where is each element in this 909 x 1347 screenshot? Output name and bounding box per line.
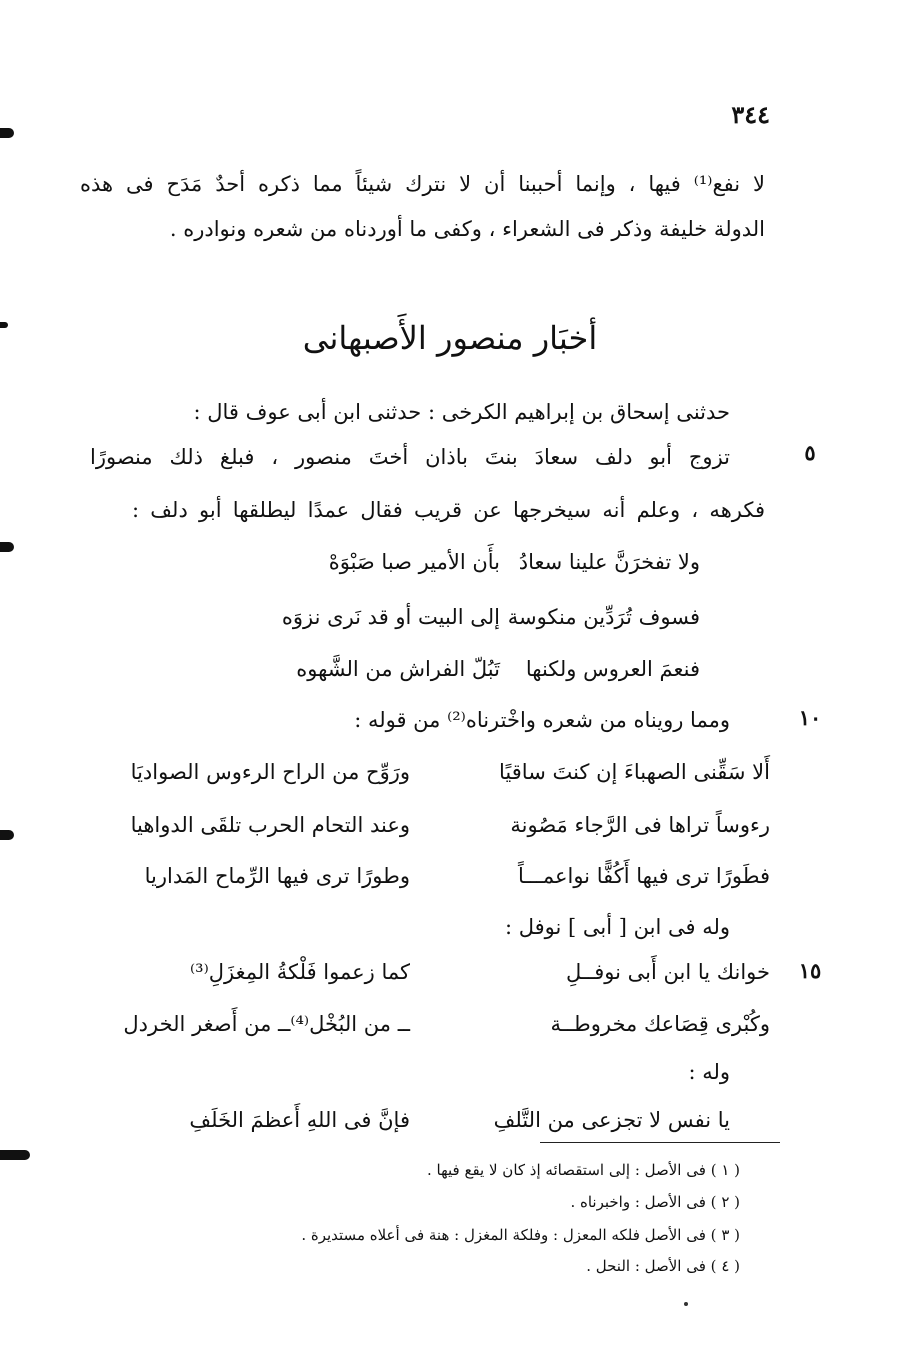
verse-hemistich-second: وطورًا ترى فيها الرِّماح المَداريا (144, 864, 410, 888)
verse-hemistich-second: كما زعموا فَلْكةُ المِغزَلِ⁽³⁾ (189, 960, 410, 984)
footnote-separator (540, 1142, 780, 1143)
verse-hemistich-first: رءوساً تراها فى الرَّجاء مَصُونة (510, 813, 770, 837)
verse-hemistich-second: بأَن الأمير صبا صَبْوَهْ (328, 550, 500, 574)
verse-hemistich-first: فسوف تُرَدِّين منكوسة (507, 605, 700, 629)
scan-speck (684, 1302, 688, 1306)
body-line: وله : (688, 1060, 730, 1084)
intro-line: الدولة خليفة وذكر فى الشعراء ، وكفى ما أوردناه من شعره ونوادره . (169, 217, 765, 241)
body-line: ومما رويناه من شعره واخْترناه⁽²⁾ من قوله : (354, 708, 730, 732)
verse-hemistich-second: فإنَّ فى اللهِ أَعظمَ الخَلَفِ (189, 1108, 410, 1132)
line-number: ٥ (804, 440, 816, 465)
verse-hemistich-first: فنعمَ العروس ولكنها (525, 657, 700, 681)
scan-edge-mark (0, 128, 14, 138)
footnote: ( ٣ ) فى الأصل فلكه المعزل : وفلكة المغزل : هنة فى أعلاه مستديرة . (301, 1226, 740, 1244)
verse-hemistich-second: إلى البيت أو قد نَرى نزوَه (281, 605, 500, 629)
verse-hemistich-second: تَبُلّ الفراش من الشَّهوه (296, 657, 500, 681)
body-line: تزوج أبو دلف سعادَ بنتَ باذان أختَ منصور ، فبلغ ذلك منصورًا (90, 445, 730, 469)
footnote: ( ٤ ) فى الأصل : النحل . (586, 1257, 740, 1275)
body-line: فكرهه ، وعلم أنه سيخرجها عن قريب فقال عمدًا ليطلقها أبو دلف : (132, 498, 765, 522)
line-number: ١٠ (798, 705, 822, 730)
verse-hemistich-first: يا نفس لا تجزعى من التَّلفِ (493, 1108, 730, 1132)
scan-edge-mark (0, 322, 8, 328)
scan-edge-mark (0, 542, 14, 552)
footnote: ( ١ ) فى الأصل : إلى استقصائه إذ كان لا يقع فيها . (426, 1161, 740, 1179)
verse-hemistich-second: وعند التحام الحرب تلقَى الدواهيا (130, 813, 410, 837)
body-line: حدثنى إسحاق بن إبراهيم الكرخى : حدثنى ابن أبى عوف قال : (193, 400, 730, 424)
verse-hemistich-first: خوانك يا ابن أَبى نوفــلِ (566, 960, 770, 984)
verse-hemistich-first: ولا تفخرَنَّ علينا سعادُ (518, 550, 700, 574)
line-number: ١٥ (798, 958, 822, 983)
verse-hemistich-second: ورَوِّح من الراح الرءوس الصواديَا (130, 760, 410, 784)
verse-hemistich-second: ــ من البُخْل⁽⁴⁾ــ من أَصغر الخردل (123, 1012, 410, 1036)
body-line: وله فى ابن [ أبى ] نوفل : (504, 915, 730, 939)
section-heading: أخبَار منصور الأَصبهانى (302, 319, 598, 357)
verse-hemistich-first: أَلا سَقِّنى الصهباءَ إن كنتَ ساقيًا (499, 760, 770, 784)
intro-line: لا نفع⁽¹⁾ فيها ، وإنما أحببنا أن لا نترك شيئاً مما ذكره أحدٌ مَدَح فى هذه (80, 172, 765, 196)
page-number: ٣٤٤ (731, 100, 770, 129)
verse-hemistich-first: وكُبْرى قِصَاعك مخروطــة (550, 1012, 770, 1036)
scan-edge-mark (0, 1150, 30, 1160)
footnote: ( ٢ ) فى الأصل : واخبرناه . (570, 1193, 740, 1211)
scan-edge-mark (0, 830, 14, 840)
verse-hemistich-first: فطَورًا ترى فيها أَكُفًّا نواعمـــاً (517, 864, 770, 888)
